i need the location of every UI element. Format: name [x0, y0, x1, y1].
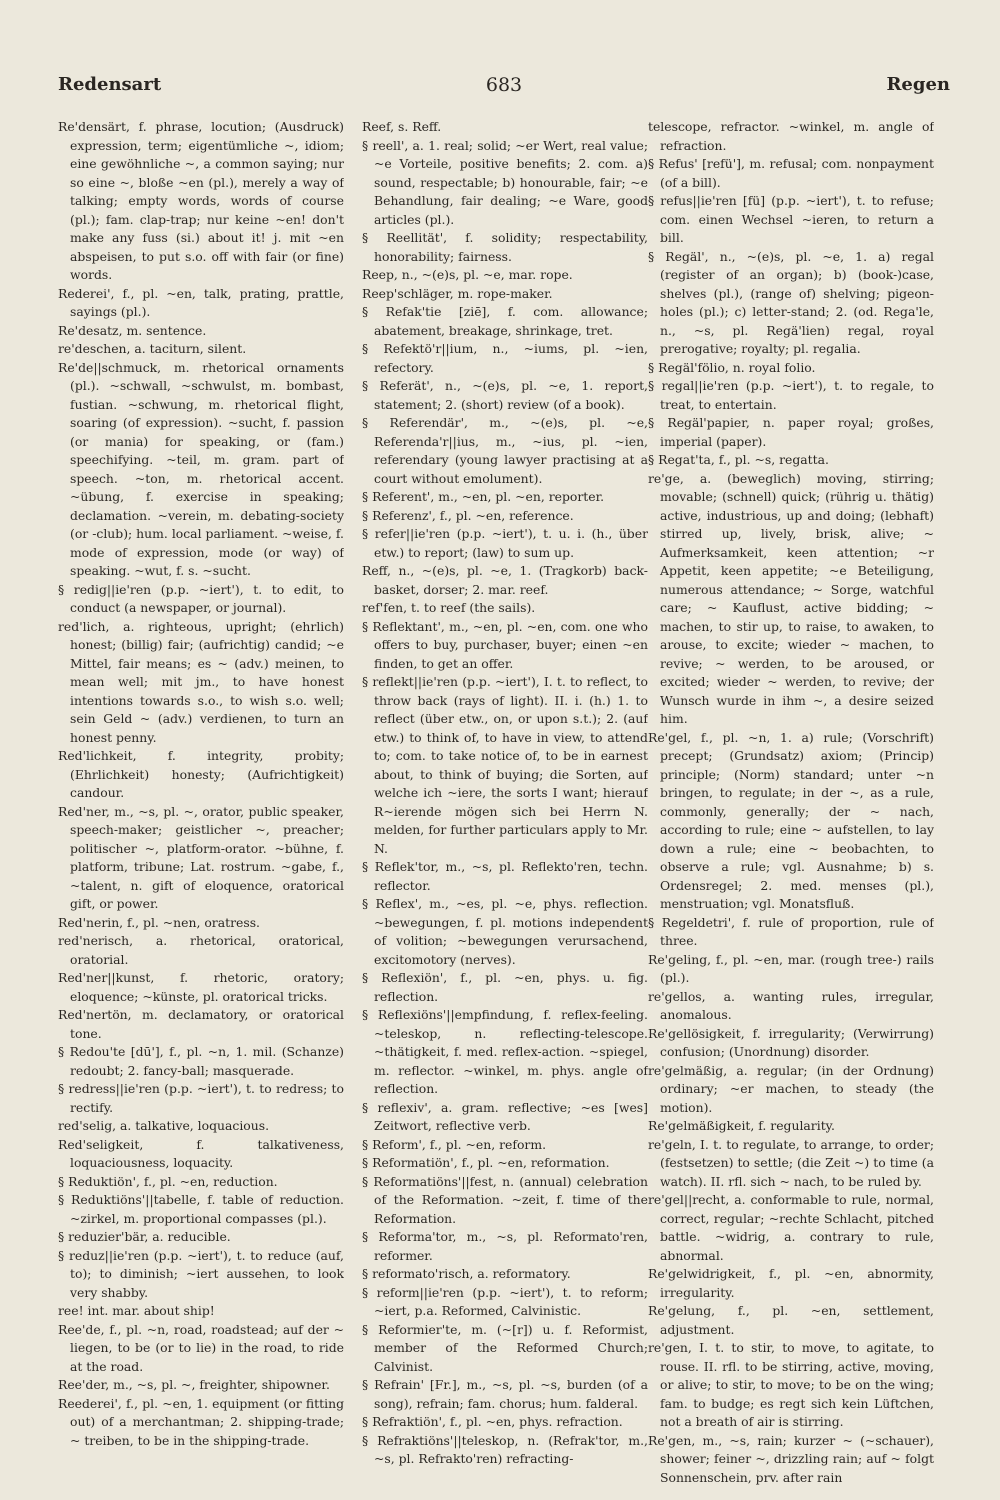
dictionary-entry: ref'fen, t. to reef (the sails).	[362, 600, 536, 615]
dictionary-entry: § Regeldetri', f. rule of proportion, rule of three.	[648, 914, 934, 948]
dictionary-entry: § regal||ie'ren (p.p. ~iert'), t. to regale, to treat, to entertain.	[648, 378, 934, 412]
dictionary-entry: red'nerisch, a. rhetorical, oratorical, oratorial.	[58, 933, 344, 967]
dictionary-entry: Red'nerin, f., pl. ~nen, oratress.	[58, 914, 261, 930]
dictionary-entry: Red'seligkeit, f. talkativeness, loquaciousness, loquacity.	[58, 1136, 344, 1170]
dictionary-entry: § Refektö'r||ium, n., ~iums, pl. ~ien, refectory.	[362, 341, 648, 375]
dictionary-entry: red'lich, a. righteous, upright; (ehrlich) honest; (billig) fair; (aufrichtig) candid; ~e Mittel, fair means; es ~ (adv.) meinen, to mean well; mit jm., to have honest intentions towards s.o., to wish s.o. well; sein Geld ~ (adv.) verdienen, to turn an honest penny.	[58, 618, 344, 745]
dictionary-entry: § Regäl'papier, n. paper royal; großes, imperial (paper).	[648, 415, 934, 449]
header-left-guide-word: Redensart	[58, 74, 162, 95]
header-right-guide-word: Regen	[886, 74, 950, 95]
dictionary-entry: § Refrain' [Fr.], m., ~s, pl. ~s, burden (of a song), refrain; fam. chorus; hum. falderal.	[362, 1377, 648, 1411]
dictionary-entry: § Regat'ta, f., pl. ~s, regatta.	[648, 452, 829, 467]
dictionary-entry: § Referent', m., ~en, pl. ~en, reporter.	[362, 489, 605, 504]
dictionary-entry: § Reduktiön', f., pl. ~en, reduction.	[58, 1173, 278, 1189]
column-1	[58, 118, 344, 1450]
dictionary-entry: § refus||ie'ren [fü] (p.p. ~iert'), t. to refuse; com. einen Wechsel ~ieren, to return a bill.	[648, 193, 934, 245]
dictionary-entry: § Referät', n., ~(e)s, pl. ~e, 1. report, statement; 2. (short) review (of a book).	[362, 378, 648, 412]
dictionary-entry: Ree'der, m., ~s, pl. ~, freighter, shipowner.	[58, 1377, 330, 1392]
dictionary-entry: § Reformatiön', f., pl. ~en, reformation.	[362, 1155, 610, 1170]
dictionary-entry: Reep, n., ~(e)s, pl. ~e, mar. rope.	[362, 267, 573, 282]
dictionary-entry: Re'gen, m., ~s, rain; kurzer ~ (~schauer), shower; feiner ~, drizzling rain; auf ~ folgt Sonnenschein, prv. after rain	[648, 1432, 934, 1485]
page-header	[58, 74, 950, 104]
dictionary-entry: re'gen, I. t. to stir, to move, to agitate, to rouse. II. rfl. to be stirring, active, moving, or alive; to stir, to move; to be on the wing; fam. to budge; es regt sich kein Lüftchen, not a breath of air is stirring.	[648, 1340, 934, 1429]
dictionary-entry: § Refus' [refü'], m. refusal; com. nonpayment (of a bill).	[648, 156, 934, 190]
dictionary-entry: Ree'de, f., pl. ~n, road, roadstead; auf der ~ liegen, to be (or to lie) in the road, to ride at the road.	[58, 1321, 344, 1374]
dictionary-entry: Re'desatz, m. sentence.	[58, 322, 207, 338]
dictionary-entry: § Referenz', f., pl. ~en, reference.	[362, 507, 574, 523]
dictionary-entry: § Regäl'fölio, n. royal folio.	[648, 359, 816, 375]
dictionary-entry: Re'gel, f., pl. ~n, 1. a) rule; (Vorschrift) precept; (Grundsatz) axiom; (Princip) principle; (Norm) standard; unter ~n bringen, to regulate; in der ~, as a rule, commonly, generally; der ~ nach, according to rule; eine ~ aufstellen, to lay down a rule; eine ~ beobachten, to observe a rule; vgl. Ausnahme; b) s. Ordensregel; 2. med. menses (pl.), menstruation; vgl. Monatsfluß.	[648, 729, 934, 911]
dictionary-entry: Reef, s. Reff.	[362, 119, 442, 134]
dictionary-entry: re'gelmäßig, a. regular; (in der Ordnung) ordinary; ~er machen, to steady (the motion).	[648, 1062, 934, 1115]
dictionary-entry: red'selig, a. talkative, loquacious.	[58, 1118, 270, 1133]
dictionary-entry: § refer||ie'ren (p.p. ~iert'), t. u. i. (h., über etw.) to report; (law) to sum up.	[362, 526, 648, 560]
dictionary-entry: § reflexiv', a. gram. reflective; ~es [wes] Zeitwort, reflective verb.	[362, 1099, 648, 1133]
dictionary-entry: § Reflex', m., ~es, pl. ~e, phys. reflection. ~bewegungen, f. pl. motions independent of volition; ~bewegungen verursachend, excitomotory (nerves).	[362, 896, 648, 967]
dictionary-entry: § Referendär', m., ~(e)s, pl. ~e, Referenda'r||ius, m., ~ius, pl. ~ien, referendary (young lawyer practising at a court without emolument).	[362, 415, 648, 486]
dictionary-entry: Red'lichkeit, f. integrity, probity; (Ehrlichkeit) honesty; (Aufrichtigkeit) candour.	[58, 748, 344, 800]
dictionary-entry: Rederei', f., pl. ~en, talk, prating, prattle, sayings (pl.).	[58, 285, 344, 319]
dictionary-entry: Re'gelwidrigkeit, f., pl. ~en, abnormity, irregularity.	[648, 1266, 934, 1300]
dictionary-entry: § Redou'te [dū'], f., pl. ~n, 1. mil. (Schanze) redoubt; 2. fancy-ball; masquerade.	[58, 1044, 344, 1078]
dictionary-entry: § reflekt||ie'ren (p.p. ~iert'), I. t. to reflect, to throw back (rays of light). II. i. (h.) 1. to reflect (über etw., on, or upon s.t.); 2. (auf etw.) to think of, to have in view, to attend to; com. to take notice of, to be in earnest about, to think of buying; die Sorten, auf welche ich ~iere, the sorts I want; hierauf R~ierende mögen sich bei Herrn N. melden, for further particulars apply to Mr. N.	[362, 674, 648, 856]
dictionary-entry: § reell', a. 1. real; solid; ~er Wert, real value; ~e Vorteile, positive benefits; 2. com. a) sound, respectable; b) honourable, fair; ~e Behandlung, fair dealing; ~e Ware, good articles (pl.).	[362, 137, 648, 227]
dictionary-entry: § reformato'risch, a. reformatory.	[362, 1266, 571, 1281]
dictionary-entry: ree! int. mar. about ship!	[58, 1303, 215, 1318]
dictionary-entry: Red'ner||kunst, f. rhetoric, oratory; eloquence; ~künste, pl. oratorical tricks.	[58, 970, 344, 1004]
dictionary-entry: Re'de||schmuck, m. rhetorical ornaments (pl.). ~schwall, ~schwulst, m. bombast, fustian. ~schwung, m. rhetorical flight, soaring (of expression). ~sucht, f. passion (or mania) for speaking, or (fam.) speechifying. ~teil, m. gram. part of speech. ~ton, m. rhetorical accent. ~übung, f. exercise in speaking; declamation. ~verein, m. debating-society (or -club); hum. local parliament. ~weise, f. mode of expression, mode (or way) of speaking. ~wut, f. s. ~sucht.	[58, 359, 344, 578]
dictionary-entry: Reederei', f., pl. ~en, 1. equipment (or fitting out) of a merchantman; 2. shipping-trade; ~ treiben, to be in the shipping-trade.	[58, 1395, 344, 1448]
dictionary-entry: telescope, refractor. ~winkel, m. angle of refraction.	[648, 119, 934, 153]
dictionary-entry: Re'gelung, f., pl. ~en, settlement, adjustment.	[648, 1303, 934, 1337]
dictionary-entry: Red'ner, m., ~s, pl. ~, orator, public speaker, speech-maker; geistlicher ~, preacher; politischer ~, platform-orator. ~bühne, f. platform, tribune; Lat. rostrum. ~gabe, f., ~talent, n. gift of eloquence, oratorical gift, or power.	[58, 803, 344, 911]
dictionary-entry: Re'gellösigkeit, f. irregularity; (Verwirrung) confusion; (Unordnung) disorder.	[648, 1025, 934, 1059]
dictionary-entry: § Reform', f., pl. ~en, reform.	[362, 1136, 547, 1152]
dictionary-entry: Red'nertön, m. declamatory, or oratorical tone.	[58, 1007, 344, 1041]
dictionary-entry: § Refak'tie [ziē], f. com. allowance; abatement, breakage, shrinkage, tret.	[362, 304, 648, 338]
dictionary-entry: § reform||ie'ren (p.p. ~iert'), t. to reform; ~iert, p.a. Reformed, Calvinistic.	[362, 1284, 648, 1318]
dictionary-entry: § Refraktiön', f., pl. ~en, phys. refraction.	[362, 1414, 623, 1429]
dictionary-entry: § redig||ie'ren (p.p. ~iert'), t. to edit, to conduct (a newspaper, or journal).	[58, 581, 344, 615]
dictionary-entry: § Reflektant', m., ~en, pl. ~en, com. one who offers to buy, purchaser, buyer; einen ~en finden, to get an offer.	[362, 618, 648, 671]
dictionary-entry: § Reformatiöns'||fest, n. (annual) celebration of the Reformation. ~zeit, f. time of the Reformation.	[362, 1173, 648, 1226]
dictionary-entry: § Refraktiöns'||teleskop, n. (Refrak'tor, m., ~s, pl. Refrakto'ren) refracting-	[362, 1432, 648, 1466]
dictionary-entry: § Reflek'tor, m., ~s, pl. Reflekto'ren, techn. reflector.	[362, 859, 648, 893]
dictionary-entry: re'geln, I. t. to regulate, to arrange, to order; (festsetzen) to settle; (die Zeit ~) to time (a watch). II. rfl. sich ~ nach, to be ruled by.	[648, 1136, 934, 1189]
dictionary-entry: § Reflexiön', f., pl. ~en, phys. u. fig. reflection.	[362, 970, 648, 1004]
dictionary-entry: Re'geling, f., pl. ~en, mar. (rough tree-) rails (pl.).	[648, 951, 934, 985]
column-3	[648, 118, 934, 1487]
dictionary-entry: re'deschen, a. taciturn, silent.	[58, 341, 247, 356]
dictionary-entry: § redress||ie'ren (p.p. ~iert'), t. to redress; to rectify.	[58, 1081, 344, 1115]
dictionary-entry: Re'densärt, f. phrase, locution; (Ausdruck) expression, term; eigentümliche ~, idiom; eine gewöhnliche ~, a common saying; nur so eine ~, bloße ~en (pl.), merely a way of talking; empty words, words of course (pl.); fam. clap-trap; nur keine ~en! don't make any fuss (si.) about it! j. mit ~en abspeisen, to put s.o. off with fair (or fine) words.	[58, 119, 344, 282]
dictionary-entry: § Reellität', f. solidity; respectability, honorability; fairness.	[362, 230, 648, 264]
dictionary-entry: § reduz||ie'ren (p.p. ~iert'), t. to reduce (auf, to); to diminish; ~iert aussehen, to look very shabby.	[58, 1247, 344, 1300]
dictionary-entry: § Reforma'tor, m., ~s, pl. Reformato'ren, reformer.	[362, 1229, 648, 1263]
dictionary-entry: § Regäl', n., ~(e)s, pl. ~e, 1. a) regal (register of an organ); b) (book-)case, shelves (pl.), (range of) shelving; pigeon-holes (pl.); c) letter-stand; 2. (od. Rega'le, n., ~s, pl. Regä'lien) regal, royal prerogative; royalty; pl. regalia.	[648, 248, 934, 356]
dictionary-entry: re'ge, a. (beweglich) moving, stirring; movable; (schnell) quick; (rührig u. thätig) active, industrious, up and doing; (lebhaft) stirred up, lively, brisk, alive; ~ Aufmerksamkeit, keen attention; ~r Appetit, keen appetite; ~e Beteiligung, numerous attendance; ~ Sorge, watchful care; ~ Kauflust, active bidding; ~ machen, to stir up, to raise, to awaken, to arouse, to excite; wieder ~ machen, to revive; ~ werden, to be aroused, or excited; wieder ~ werden, to revive; der Wunsch wurde in ihm ~, a desire seized him.	[648, 470, 934, 726]
column-2	[362, 118, 648, 1469]
page-number: 683	[485, 74, 523, 96]
dictionary-entry: § Reformier'te, m. (~[r]) u. f. Reformist, member of the Reformed Church; Calvinist.	[362, 1321, 648, 1374]
dictionary-entry: re'gel||recht, a. conformable to rule, normal, correct, regular; ~rechte Schlacht, pitched battle. ~widrig, a. contrary to rule, abnormal.	[648, 1192, 934, 1263]
dictionary-entry: Re'gelmäßigkeit, f. regularity.	[648, 1118, 835, 1133]
dictionary-entry: Reep'schläger, m. rope-maker.	[362, 285, 553, 301]
dictionary-entry: § Reduktiöns'||tabelle, f. table of reduction. ~zirkel, m. proportional compasses (pl.).	[58, 1192, 344, 1226]
dictionary-entry: re'gellos, a. wanting rules, irregular, anomalous.	[648, 988, 934, 1022]
dictionary-entry: § reduzier'bär, a. reducible.	[58, 1229, 231, 1244]
dictionary-entry: Reff, n., ~(e)s, pl. ~e, 1. (Tragkorb) back-basket, dorser; 2. mar. reef.	[362, 563, 648, 597]
dictionary-entry: § Reflexiöns'||empfindung, f. reflex-feeling. ~teleskop, n. reflecting-telescope. ~thätigkeit, f. med. reflex-action. ~spiegel, m. reflector. ~winkel, m. phys. angle of reflection.	[362, 1007, 648, 1096]
